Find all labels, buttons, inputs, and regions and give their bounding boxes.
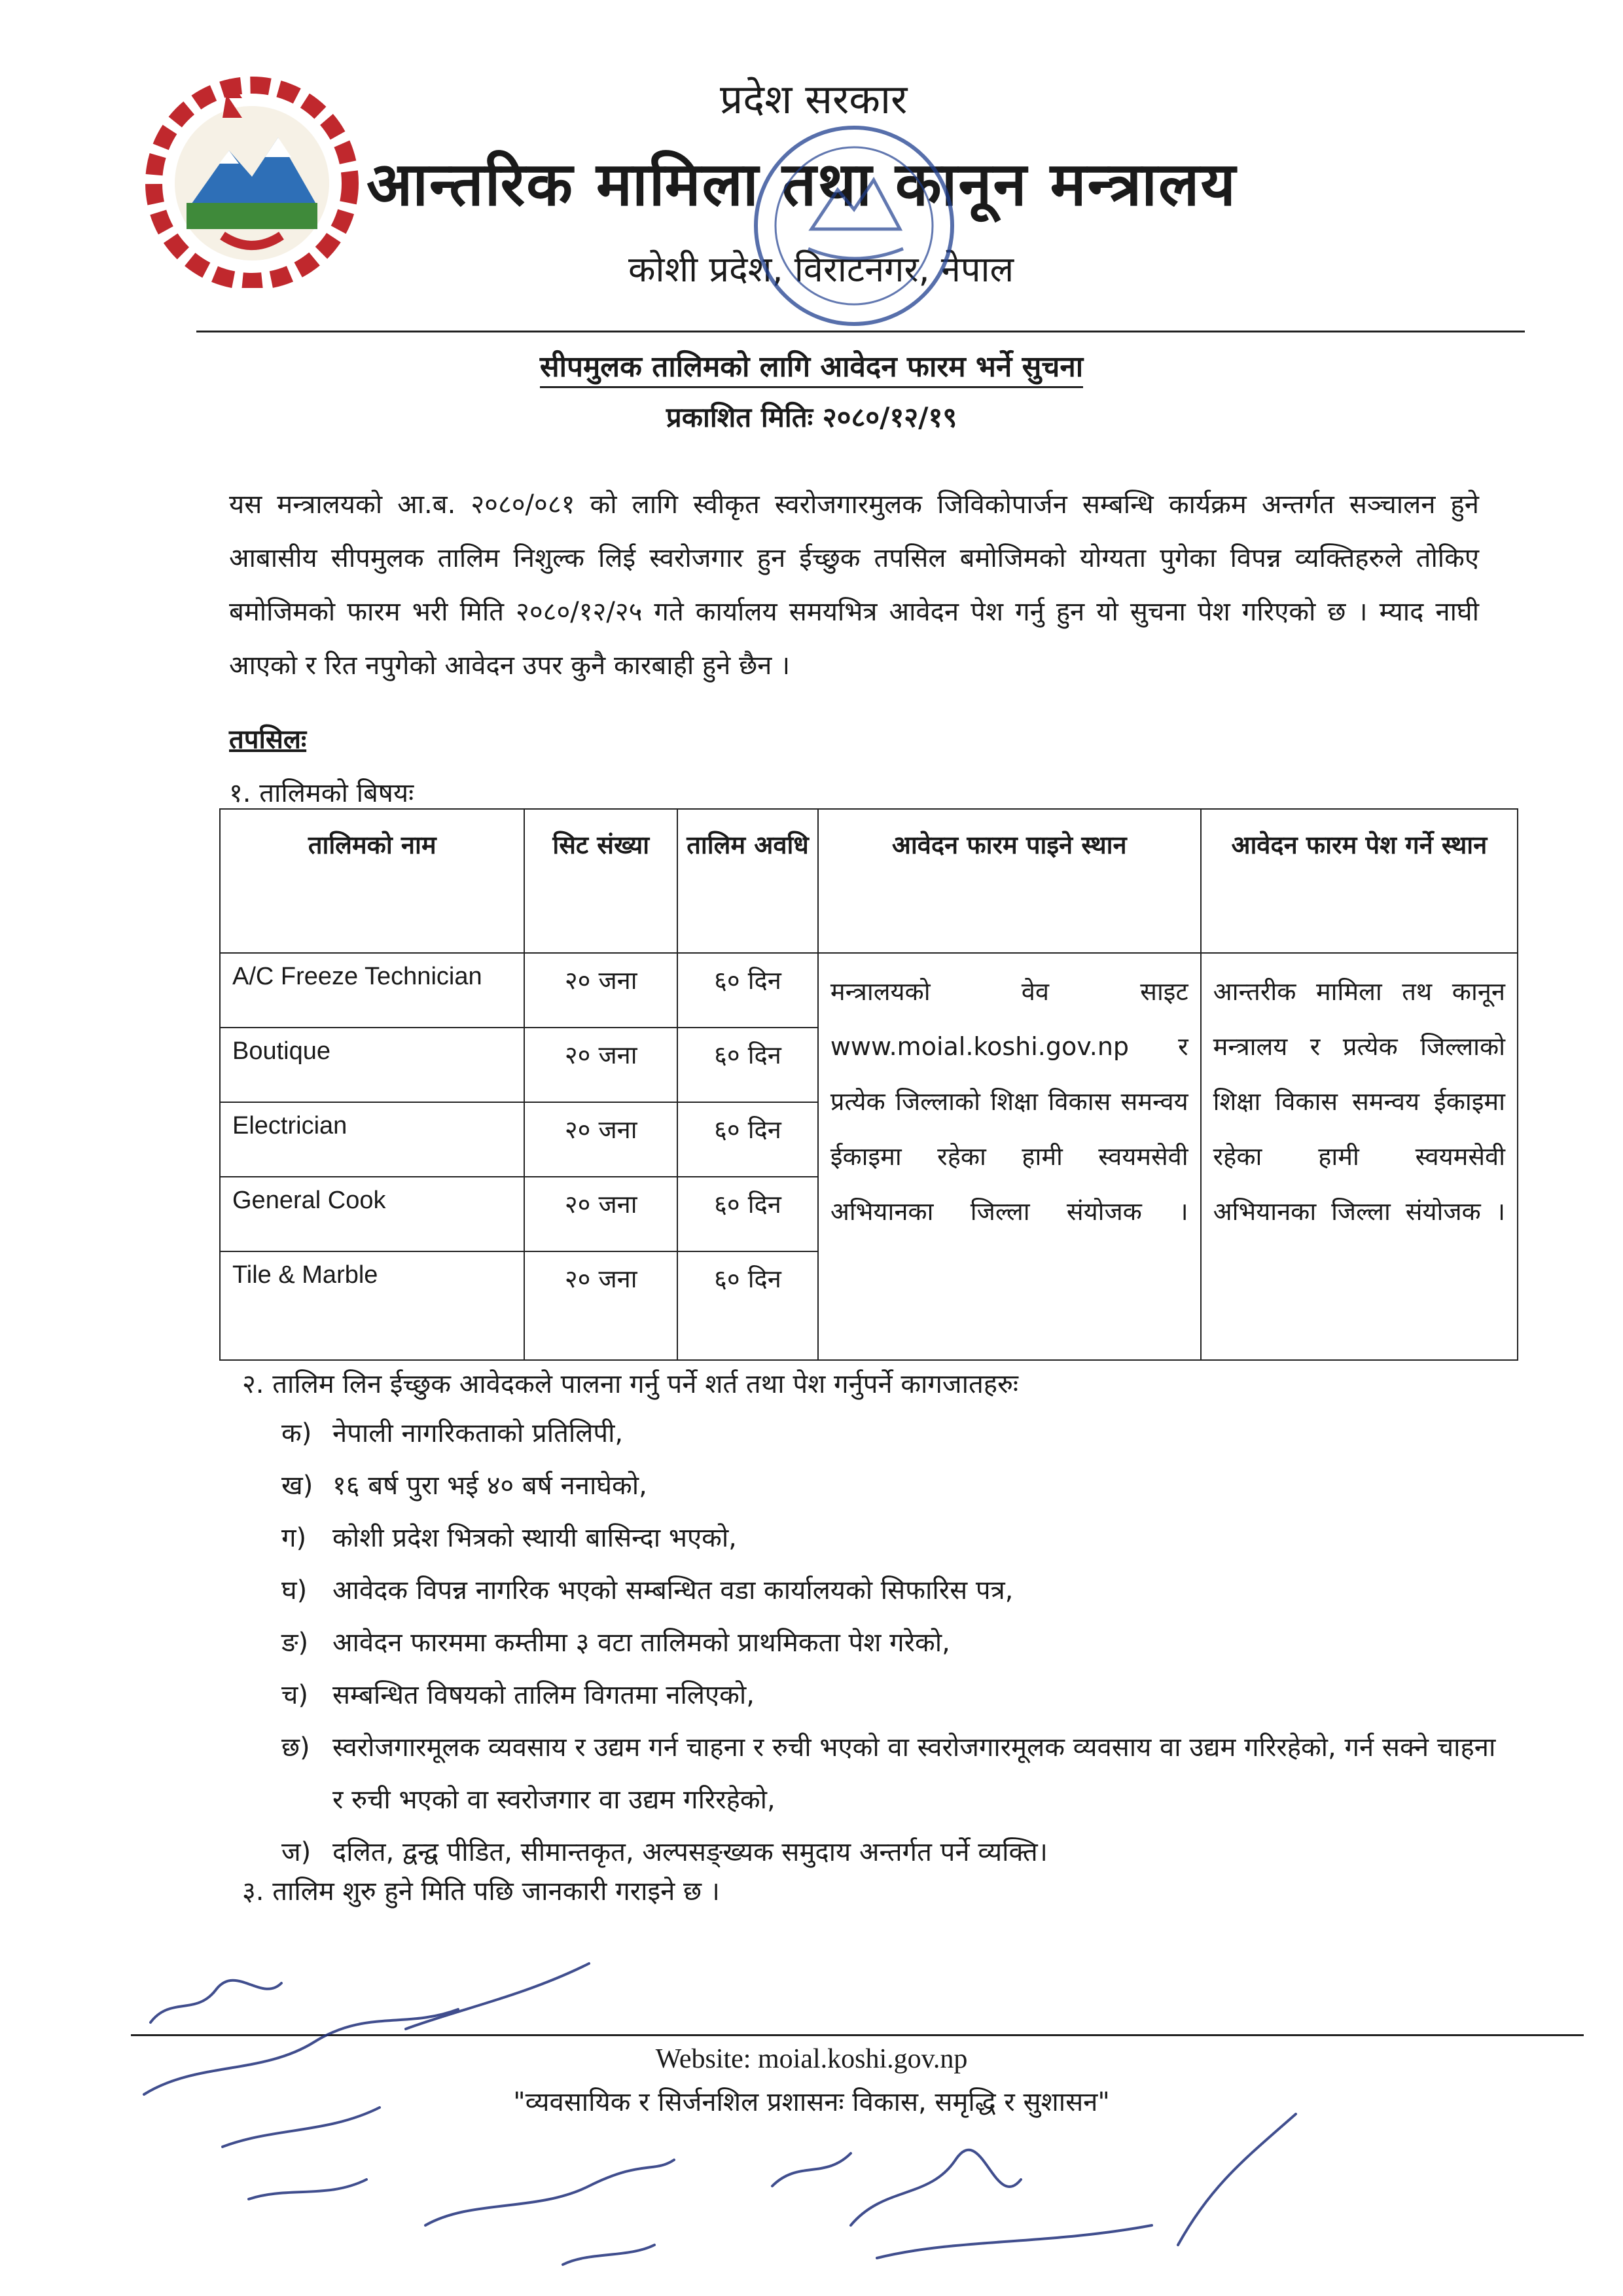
notice-body: यस मन्त्रालयको आ.ब. २०८०/०८१ को लागि स्वीकृत स्वरोजगारमुलक जिविकोपार्जन सम्बन्धि कार्यक्रम अन्तर्गत सञ्चालन हुने आबासीय सीपमुलक तालिम निशुल्क लिई स्वरोजगार हुन ईच्छुक तपसिल बमोजिमको योग्यता पुगेका विपन्न व्यक्तिहरुले तोकिए बमोजिमको फारम भरी मिति २०८०/१२/२५ गते कार्यालय समयभित्र आवेदन पेश गर्नु हुन यो सुचना पेश गरिएको छ । म्याद नाघी आएको र रित नपुगेको आवेदन उपर कुनै कारबाही हुने छैन । xyxy=(229,490,1479,681)
form-available-location: मन्त्रालयको वेव साइट www.moial.koshi.gov.np र प्रत्येक जिल्लाको शिक्षा विकास समन्वय ईकाइमा रहेका हामी स्वयमसेवी अभियानका जिल्ला संयोजक । xyxy=(818,953,1201,1360)
ministry-seal-stamp xyxy=(746,118,962,334)
table-row xyxy=(220,953,1518,1028)
list-item-marker: ज) xyxy=(281,1837,312,1867)
list-item-text: आवेदक विपन्न नागरिक भएको सम्बन्धित वडा कार्यालयको सिफारिस पत्र, xyxy=(332,1575,1014,1605)
list-item-text: नेपाली नागरिकताको प्रतिलिपी, xyxy=(332,1418,624,1448)
column-header-form-submit: आवेदन फारम पेश गर्ने स्थान xyxy=(1201,809,1518,953)
column-header-training-name: तालिमको नाम xyxy=(220,809,524,953)
header-divider xyxy=(196,331,1525,332)
list-item-text: सम्बन्धित विषयको तालिम विगतमा नलिएको, xyxy=(332,1680,755,1710)
training-duration: ६० दिन xyxy=(677,1251,818,1360)
column-header-seats: सिट संख्या xyxy=(524,809,677,953)
training-name: Tile & Marble xyxy=(220,1251,524,1360)
column-header-duration: तालिम अवधि xyxy=(677,809,818,953)
ministry-address: कोशी प्रदेश, विराटनगर, नेपाल xyxy=(628,249,1014,290)
published-date: प्रकाशित मितिः २०८०/१२/१९ xyxy=(666,401,957,433)
tapasil-heading: तपसिलः xyxy=(229,725,307,755)
government-emblem-logo xyxy=(131,72,373,288)
section-2-heading: २. तालिम लिन ईच्छुक आवेदकले पालना गर्नु पर्ने शर्त तथा पेश गर्नुपर्ने कागजातहरुः xyxy=(242,1369,1019,1399)
list-item-text: दलित, द्वन्द्व पीडित, सीमान्तकृत, अल्पसङ्ख्यक समुदाय अन्तर्गत पर्ने व्यक्ति। xyxy=(332,1837,1048,1867)
training-name: General Cook xyxy=(220,1177,524,1251)
list-item-text: आवेदन फारममा कम्तीमा ३ वटा तालिमको प्राथमिकता पेश गरेको, xyxy=(332,1628,950,1658)
training-duration: ६० दिन xyxy=(677,1177,818,1251)
header-line-1: प्रदेश सरकार xyxy=(720,75,908,123)
list-item xyxy=(281,1460,1499,1512)
list-item-text: कोशी प्रदेश भित्रको स्थायी बासिन्दा भएको, xyxy=(332,1523,737,1553)
column-header-form-available: आवेदन फारम पाइने स्थान xyxy=(818,809,1201,953)
list-item-text: १६ बर्ष पुरा भई ४० बर्ष ननाघेको, xyxy=(332,1471,647,1501)
list-item xyxy=(281,1617,1499,1669)
list-item-marker: घ) xyxy=(281,1575,308,1605)
ministry-name: आन्तरिक मामिला तथा कानून मन्त्रालय xyxy=(366,149,1237,219)
list-item xyxy=(281,1669,1499,1721)
training-table xyxy=(219,808,1518,1361)
seat-count: २० जना xyxy=(524,1177,677,1251)
list-item xyxy=(281,1564,1499,1617)
list-item-marker: छ) xyxy=(281,1732,310,1763)
conditions-list xyxy=(281,1407,1499,1878)
seat-count: २० जना xyxy=(524,1251,677,1360)
footer-motto: "व्यवसायिक र सिर्जनशिल प्रशासनः विकास, समृद्धि र सुशासन" xyxy=(513,2087,1110,2117)
training-duration: ६० दिन xyxy=(677,1102,818,1177)
list-item xyxy=(281,1512,1499,1564)
training-name: Electrician xyxy=(220,1102,524,1177)
seat-count: २० जना xyxy=(524,1028,677,1102)
footer-divider xyxy=(131,2034,1584,2036)
list-item-text: स्वरोजगारमूलक व्यवसाय र उद्यम गर्न चाहना र रुची भएको वा स्वरोजगारमूलक व्यवसाय वा उद्यम गरिरहेको, गर्न सक्ने चाहना र रुची भएको वा स्वरोजगार वा उद्यम गरिरहेको, xyxy=(332,1732,1496,1815)
form-submit-location: आन्तरीक मामिला तथ कानून मन्त्रालय र प्रत्येक जिल्लाको शिक्षा विकास समन्वय ईकाइमा रहेका हामी स्वयमसेवी अभियानका जिल्ला संयोजक । xyxy=(1201,953,1518,1360)
list-item-marker: च) xyxy=(281,1680,309,1710)
training-name: A/C Freeze Technician xyxy=(220,953,524,1028)
list-item-marker: ख) xyxy=(281,1471,313,1501)
list-item-marker: ग) xyxy=(281,1523,307,1553)
list-item xyxy=(281,1826,1499,1878)
training-name: Boutique xyxy=(220,1028,524,1102)
section-1-heading: १. तालिमको बिषयः xyxy=(229,778,414,808)
section-3-text: ३. तालिम शुरु हुने मिति पछि जानकारी गराइने छ । xyxy=(242,1876,720,1907)
list-item-marker: क) xyxy=(281,1418,312,1448)
training-duration: ६० दिन xyxy=(677,953,818,1028)
seat-count: २० जना xyxy=(524,1102,677,1177)
table-header-row xyxy=(220,809,1518,953)
list-item xyxy=(281,1407,1499,1460)
training-duration: ६० दिन xyxy=(677,1028,818,1102)
footer-website: Website: moial.koshi.gov.np xyxy=(655,2044,968,2074)
list-item xyxy=(281,1721,1499,1826)
notice-title: सीपमुलक तालिमको लागि आवेदन फारम भर्ने सुचना xyxy=(0,346,1623,385)
seat-count: २० जना xyxy=(524,953,677,1028)
list-item-marker: ङ) xyxy=(281,1628,309,1658)
